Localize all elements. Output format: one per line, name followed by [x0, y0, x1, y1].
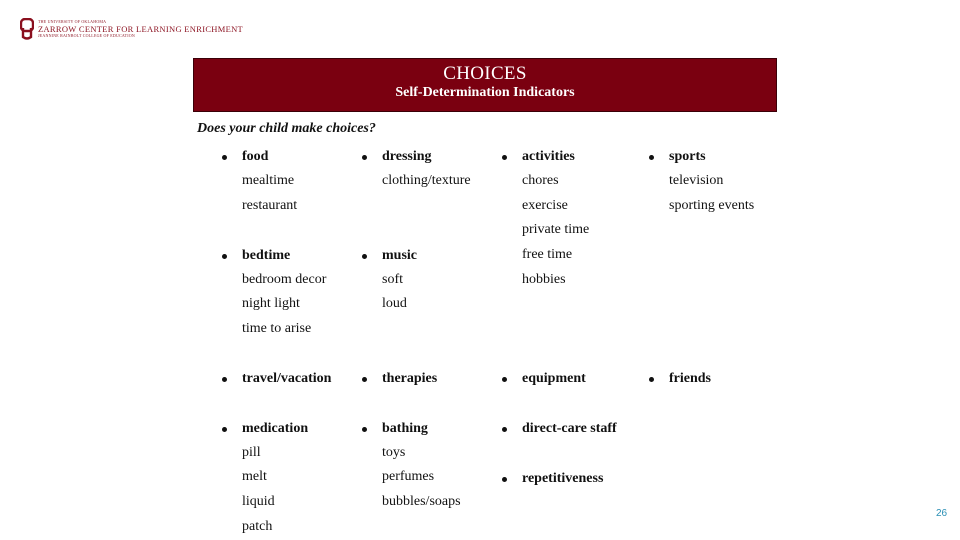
ou-logo-icon [20, 18, 34, 40]
logo-bottom-line: JEANNINE RAINBOLT COLLEGE OF EDUCATION [38, 33, 135, 39]
bullet-icon [362, 377, 367, 382]
bullet-icon [222, 254, 227, 259]
choice-subitem: soft [382, 272, 403, 287]
banner-subtitle: Self-Determination Indicators [395, 85, 575, 100]
choice-subitem: melt [242, 469, 267, 484]
bullet-icon [502, 477, 507, 482]
choice-bathing: bathing [382, 421, 428, 436]
choice-subitem: toys [382, 445, 406, 460]
bullet-icon [222, 427, 227, 432]
page-number: 26 [936, 508, 948, 519]
bullet-icon [362, 427, 367, 432]
bullet-icon [649, 377, 654, 382]
choice-repetitiveness: repetitiveness [522, 471, 604, 486]
choice-subitem: pill [242, 445, 261, 460]
question-heading: Does your child make choices? [197, 121, 376, 136]
choice-subitem: patch [242, 519, 273, 534]
bullet-icon [502, 427, 507, 432]
choice-subitem: night light [242, 296, 300, 311]
choice-sports: sports [669, 149, 706, 164]
choice-subitem: sporting events [669, 198, 755, 213]
bullet-icon [362, 155, 367, 160]
choice-food: food [242, 149, 269, 164]
choice-subitem: loud [382, 296, 407, 311]
bullet-icon [222, 377, 227, 382]
choice-subitem: bubbles/soaps [382, 494, 461, 509]
choice-friends: friends [669, 371, 711, 386]
bullet-icon [502, 377, 507, 382]
logo-main-line: ZARROW CENTER FOR LEARNING ENRICHMENT [38, 23, 244, 34]
bullet-icon [362, 254, 367, 259]
choice-bedtime: bedtime [242, 248, 291, 263]
choice-direct-care-staff: direct-care staff [522, 421, 617, 436]
choice-medication: medication [242, 421, 309, 436]
university-logo [20, 18, 243, 40]
choice-subitem: liquid [242, 494, 275, 509]
choice-subitem: chores [522, 173, 559, 188]
banner-title: CHOICES [443, 63, 527, 84]
choice-subitem: free time [522, 247, 573, 262]
choice-subitem: hobbies [522, 272, 566, 287]
choice-dressing: dressing [382, 149, 432, 164]
choice-subitem: mealtime [242, 173, 295, 188]
choice-therapies: therapies [382, 371, 438, 386]
choice-music: music [382, 248, 417, 263]
choice-subitem: restaurant [242, 198, 298, 213]
bullet-icon [649, 155, 654, 160]
choice-activities: activities [522, 149, 575, 164]
bullet-icon [222, 155, 227, 160]
choice-equipment: equipment [522, 371, 586, 386]
choice-subitem: bedroom decor [242, 272, 327, 287]
bullet-icon [502, 155, 507, 160]
choice-subitem: clothing/texture [382, 173, 471, 188]
choice-subitem: perfumes [382, 469, 435, 484]
choice-subitem: television [669, 173, 724, 188]
choice-subitem: private time [522, 222, 590, 237]
logo-top-line: THE UNIVERSITY OF OKLAHOMA [38, 18, 107, 24]
choice-travel-vacation: travel/vacation [242, 371, 332, 386]
title-banner [193, 58, 777, 112]
choice-subitem: exercise [522, 198, 568, 213]
choice-subitem: time to arise [242, 321, 312, 336]
